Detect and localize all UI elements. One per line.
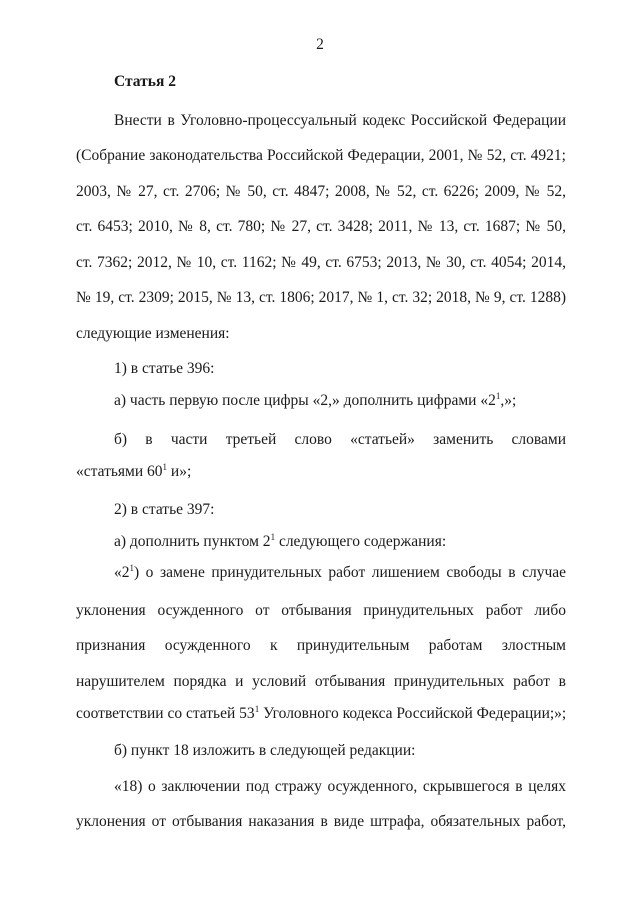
text-line: (Собрание законодательства Российской Федерации, 2001, № 52, ст. 4921;: [76, 147, 566, 164]
superscript: 1: [162, 462, 168, 472]
page-number: 2: [316, 36, 324, 53]
list-item: а) дополнить пунктом $2^1$ следующего содержания:: [114, 532, 447, 550]
text-line: «статьями $60^1$ и»;: [76, 462, 192, 480]
text-line: «$2^1$) о замене принудительных работ лишением свободы в случае: [114, 563, 566, 581]
text-line: следующие изменения:: [76, 325, 230, 342]
text-line: ст. 6453; 2010, № 8, ст. 780; № 27, ст. 3428; 2011, № 13, ст. 1687; № 50,: [76, 218, 566, 235]
article-heading: Статья 2: [114, 73, 176, 90]
text-line: уклонения от отбывания наказания в виде штрафа, обязательных работ,: [76, 813, 566, 830]
text-line: уклонения осужденного от отбывания принудительных работ либо: [76, 602, 566, 619]
list-item: 2) в статье 397:: [114, 501, 215, 518]
text-line: признания осужденного к принудительным работам злостным: [76, 637, 566, 654]
text-line: 2003, № 27, ст. 2706; № 50, ст. 4847; 2008, № 52, ст. 6226; 2009, № 52,: [76, 183, 566, 200]
list-item: а) часть первую после цифры «2,» дополнить цифрами «$2^1$,»;: [114, 391, 517, 409]
superscript: 1: [270, 532, 276, 542]
text-line: № 19, ст. 2309; 2015, № 13, ст. 1806; 2017, № 1, ст. 32; 2018, № 9, ст. 1288): [76, 289, 566, 306]
superscript: 1: [254, 704, 260, 714]
text-line: ст. 7362; 2012, № 10, ст. 1162; № 49, ст. 6753; 2013, № 30, ст. 4054; 2014,: [76, 254, 566, 271]
superscript: 1: [495, 391, 501, 401]
text-line: нарушителем порядка и условий отбывания принудительных работ в: [76, 673, 566, 690]
list-item: 1) в статье 396:: [114, 360, 215, 377]
list-item: б) в части третьей слово «статьей» заменить словами: [114, 431, 566, 448]
superscript: 1: [129, 563, 134, 573]
text-line: Внести в Уголовно-процессуальный кодекс Российской Федерации: [114, 112, 566, 129]
text-line: «18) о заключении под стражу осужденного, скрывшегося в целях: [114, 778, 566, 795]
text-line: соответствии со статьей $53^1$ Уголовного кодекса Российской Федерации;»;: [76, 704, 567, 722]
list-item: б) пункт 18 изложить в следующей редакции:: [114, 742, 416, 759]
